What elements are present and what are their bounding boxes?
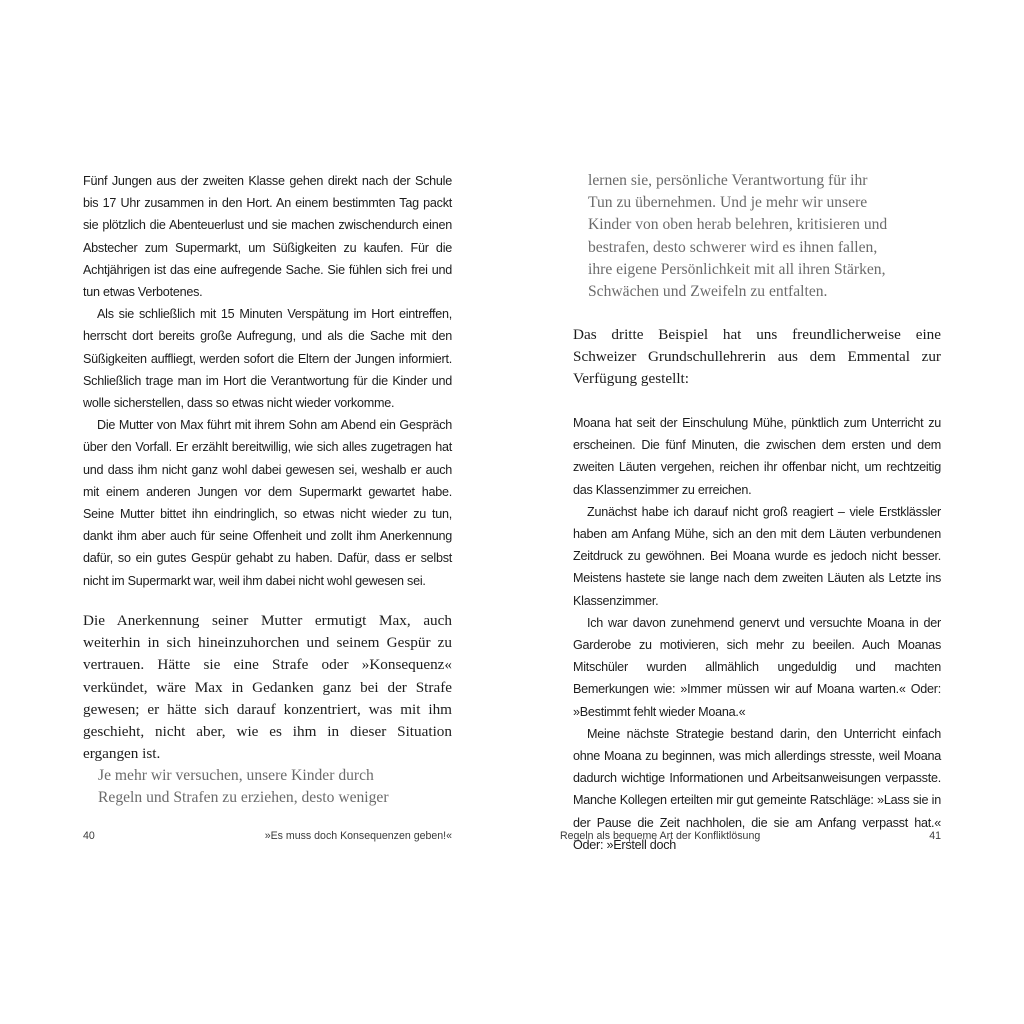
right-quote-line-6: Schwächen und Zweifeln zu entfalten.: [588, 283, 828, 301]
right-story-paragraph-1: Moana hat seit der Einschulung Mühe, pünktlich zum Unterricht zu erscheinen. Die fünf Minuten, die zwischen dem ersten und dem zweiten Läuten vergehen, reichen ihr offenbar nicht, um rechtzeitig das Klassenzimmer zu erreichen.: [573, 416, 941, 497]
right-pull-quote: [588, 170, 958, 303]
right-quote-line-1: lernen sie, persönliche Verantwortung für ihr: [588, 172, 868, 189]
left-body-block: [83, 610, 452, 765]
right-running-head: Regeln als bequeme Art der Konfliktlösung: [560, 830, 761, 842]
right-body-block: [573, 324, 941, 391]
right-quote-line-5: ihre eigene Persönlichkeit mit all ihren Stärken,: [588, 260, 886, 278]
right-quote-line-3: Kinder von oben herab belehren, kritisieren und: [588, 216, 888, 234]
left-pull-quote: [98, 765, 452, 809]
right-story-paragraph-4: Meine nächste Strategie bestand darin, den Unterricht einfach ohne Moana zu beginnen, was mich allerdings stresste, weil Moana dadurch wichtige Informationen und Arbeitsanweisungen verpasste. Manche Kollegen erteilten mir gut gemeinte Ratschläge: »Lass sie in der Pause die Zeit nachholen, die sie am Anfang verpasst hat.« Oder: »Erstell doch: [573, 726, 941, 852]
right-quote-line-4: bestrafen, desto schwerer wird es ihnen fallen,: [588, 238, 878, 256]
right-story-paragraph-3: Ich war davon zunehmend genervt und versuchte Moana in der Garderobe zu motivieren, sich mehr zu beeilen. Auch Moanas Mitschüler wurden allmählich ungeduldig und machten Bemerkungen wie: »Immer müssen wir auf Moana warten.« Oder: »Bestimmt fehlt wieder Moana.«: [573, 615, 941, 719]
right-story-block: [573, 412, 941, 856]
left-page-number: 40: [83, 830, 95, 842]
left-body-paragraph: Die Anerkennung seiner Mutter ermutigt Max, auch weiterhin in sich hineinzuhorchen und seinem Gespür zu vertrauen. Hätte sie eine Strafe oder »Konsequenz« verkündet, wäre Max in Gedanken ganz bei der Strafe gewesen; er hätte sich darauf konzentriert, was mit ihm geschieht, nicht aber, wie es ihm in dieser Situation ergangen ist.: [83, 612, 452, 763]
right-story-paragraph-2: Zunächst habe ich darauf nicht groß reagiert – viele Erstklässler haben am Anfang Mühe, sich an den mit dem Läuten verbundenen Zeitdruck zu gewöhnen. Bei Moana wurde es jedoch nicht besser. Meistens hastete sie lange nach dem zweiten Läuten als Letzte ins Klassenzimmer.: [573, 504, 941, 608]
right-quote-line-2: Tun zu übernehmen. Und je mehr wir unsere: [588, 194, 868, 212]
left-story-paragraph-1: Fünf Jungen aus der zweiten Klasse gehen direkt nach der Schule bis 17 Uhr zusammen in den Hort. An einem bestimmten Tag packt sie plötzlich die Abenteuerlust und sie machen zwischendurch einen Abstecher zum Supermarkt, um Süßigkeiten zu kaufen. Für die Achtjährigen ist das eine aufregende Sache. Sie fühlen sich frei und tun etwas Verbotenes.: [83, 174, 452, 300]
right-body-paragraph: Das dritte Beispiel hat uns freundlicherweise eine Schweizer Grundschullehrerin aus dem Emmental zur Verfügung gestellt:: [573, 326, 941, 388]
left-story-paragraph-2: Als sie schließlich mit 15 Minuten Verspätung im Hort eintreffen, herrscht dort bereits große Aufregung, und als die Sache mit den Süßigkeiten auffliegt, werden sofort die Eltern der Jungen informiert. Schließlich trage man im Hort die Verantwortung für die Kinder und wolle sicherstellen, dass so etwas nicht wieder vorkomme.: [83, 307, 452, 411]
left-story-block: [83, 170, 452, 592]
left-story-paragraph-3: Die Mutter von Max führt mit ihrem Sohn am Abend ein Gespräch über den Vorfall. Er erzählt bereitwillig, wie sich alles zugetragen hat und dass ihm nicht ganz wohl dabei gewesen sei, weshalb er auch mit einem anderen Jungen vor dem Supermarkt gewartet habe. Seine Mutter bittet ihn eindringlich, so etwas nicht wieder zu tun, dankt ihm aber auch für seine Offenheit und zollt ihm Anerkennung dafür, so ein gutes Gespür gehabt zu haben. Dafür, dass er selbst nicht im Supermarkt war, weil ihm dabei nicht wohl gewesen sei.: [83, 418, 452, 588]
left-quote-line-1: Je mehr wir versuchen, unsere Kinder durch: [98, 767, 374, 784]
left-running-head: »Es muss doch Konsequenzen geben!«: [264, 830, 452, 842]
left-quote-line-2: Regeln und Strafen zu erziehen, desto weniger: [98, 789, 389, 807]
right-page: [512, 0, 1024, 1024]
right-page-number: 41: [929, 830, 941, 842]
